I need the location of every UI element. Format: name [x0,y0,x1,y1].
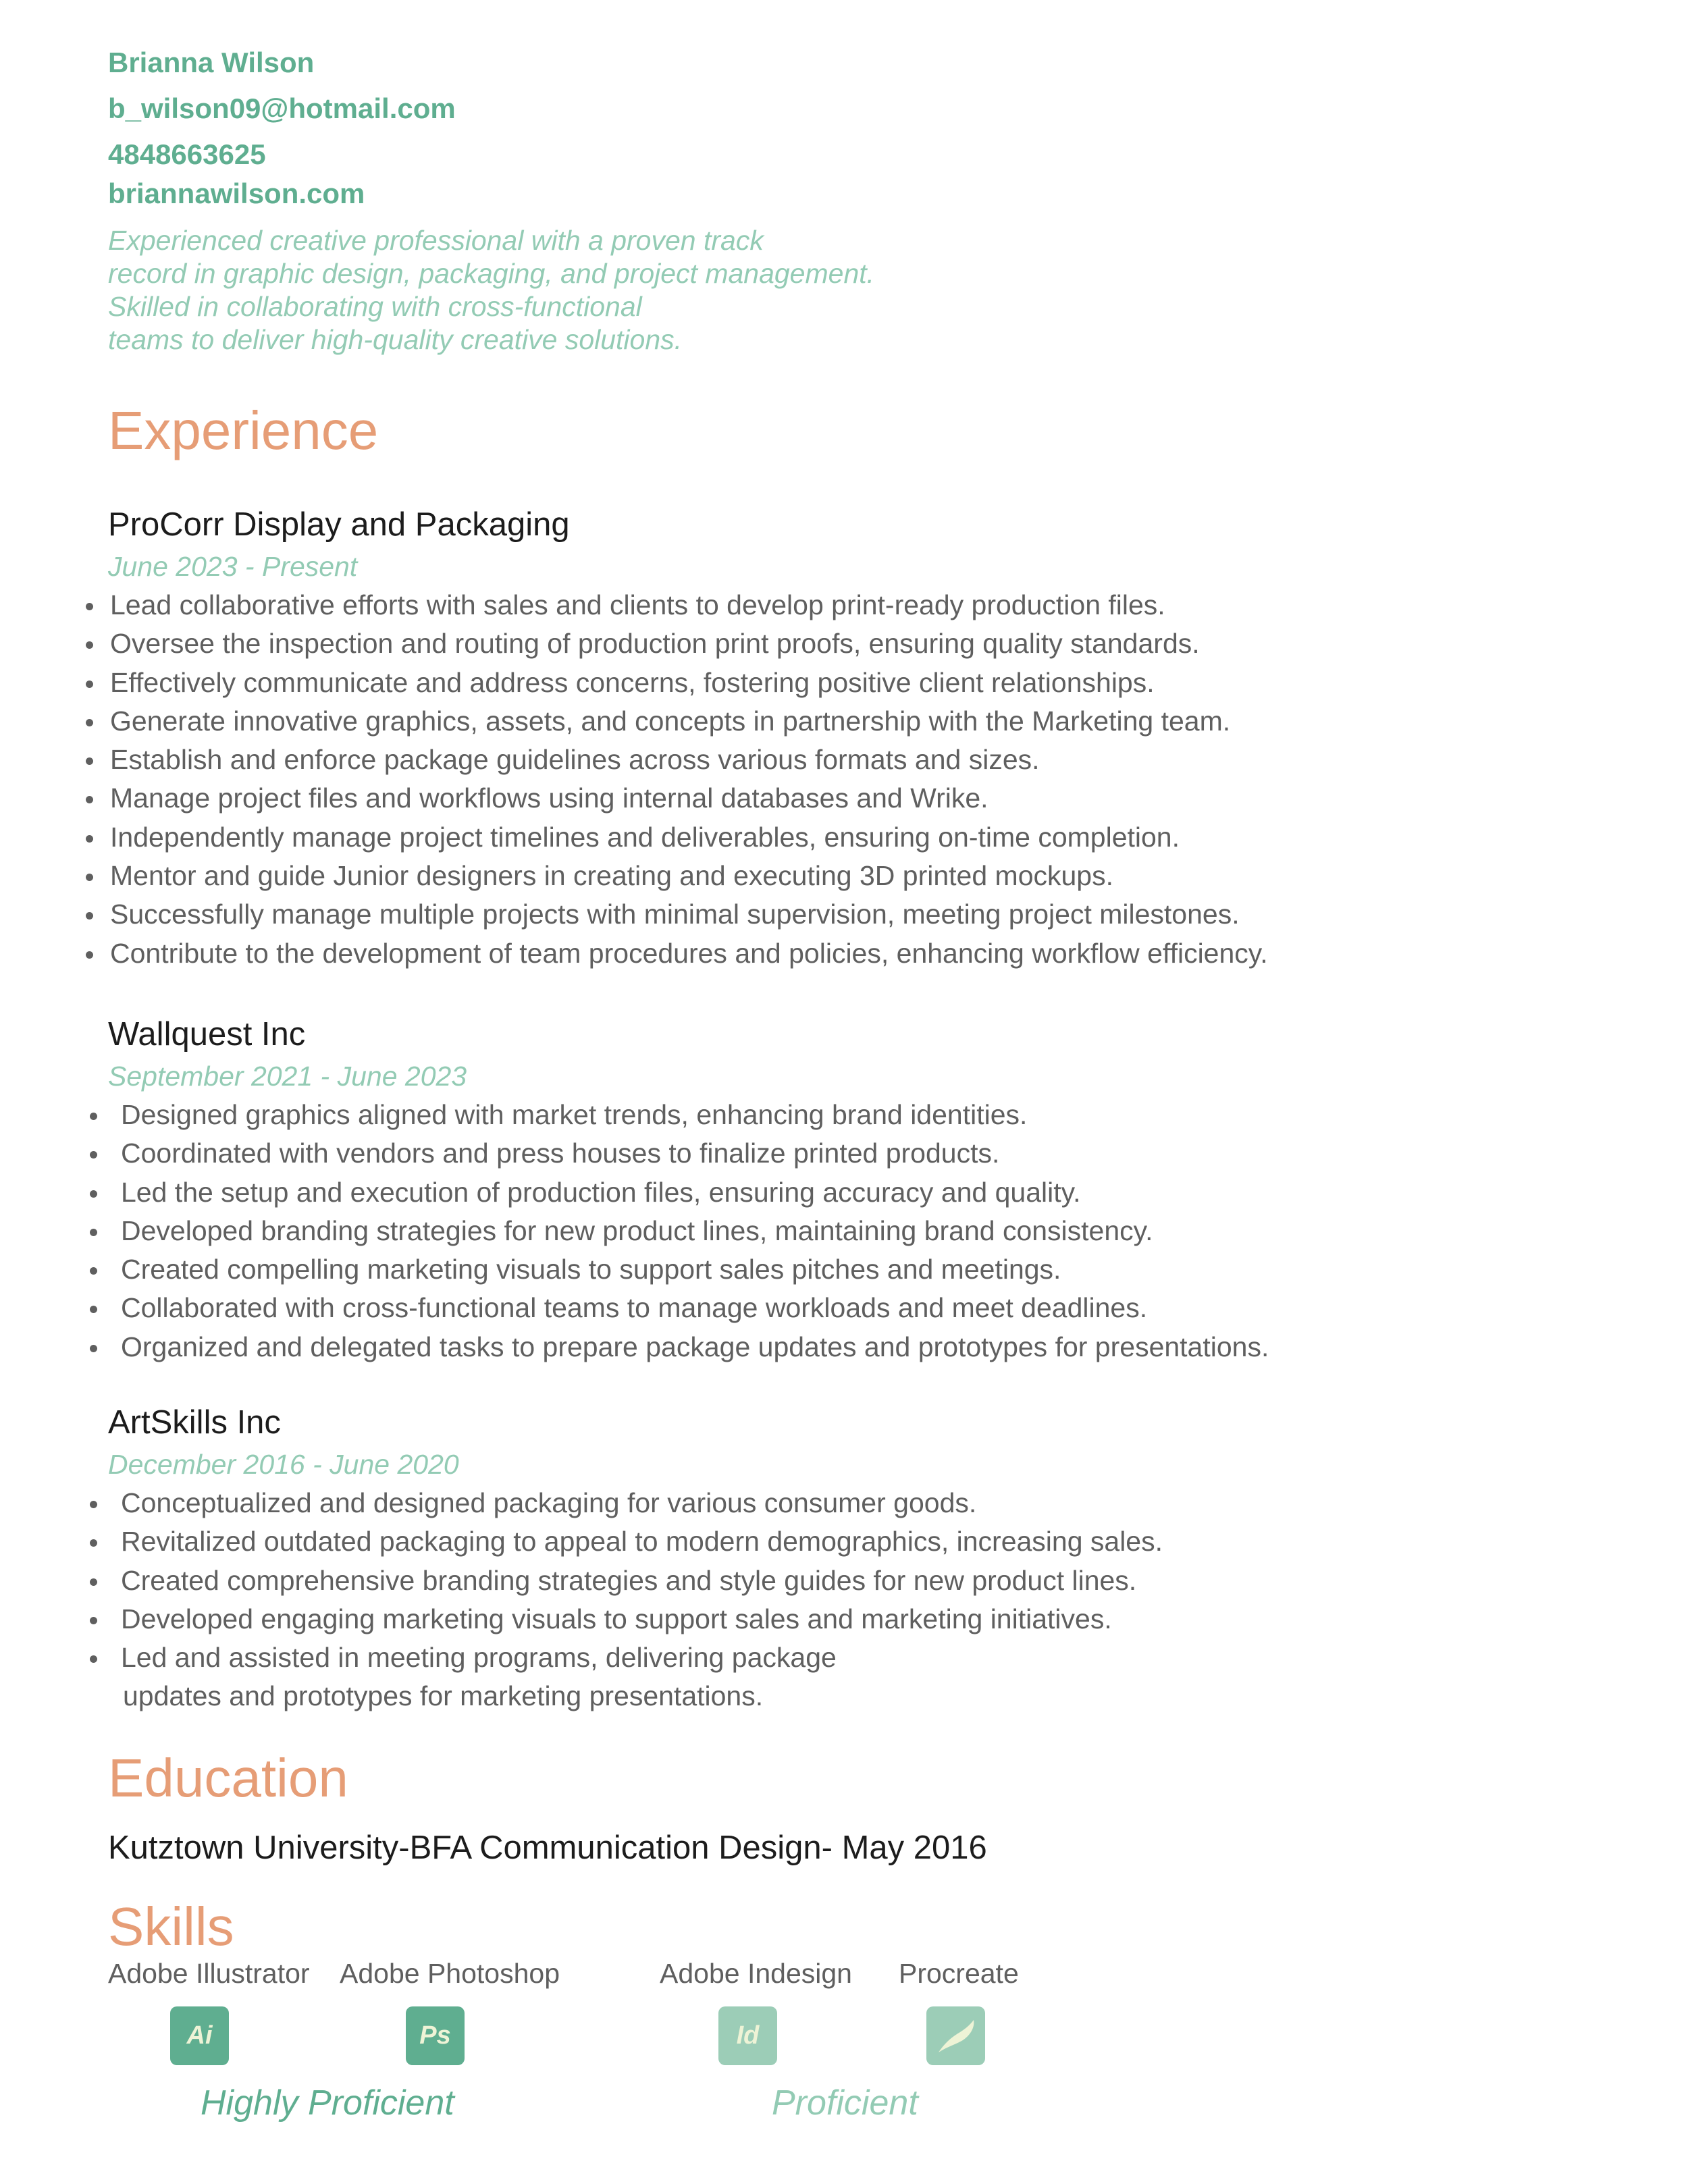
bullet-text: Oversee the inspection and routing of production print proofs, ensuring quality standards. [110,628,1200,660]
job-dates: June 2023 - Present [108,551,358,582]
bullet-dot [90,1151,97,1158]
list-item [121,1134,1269,1173]
bullet-text: Generate innovative graphics, assets, and concepts in partnership with the Marketing team. [110,705,1231,737]
summary-line: teams to deliver high-quality creative solutions. [108,324,683,355]
candidate-name: Brianna Wilson [108,47,315,78]
bullet-text: Establish and enforce package guidelines across various formats and sizes. [110,744,1040,776]
bullet-text: Effectively communicate and address concerns, fostering positive client relationships. [110,666,1155,698]
bullet-text: Independently manage project timelines and deliverables, ensuring on-time completion. [110,821,1180,853]
list-item [121,1522,1163,1561]
summary [108,224,874,356]
bullet-dot [86,835,93,843]
skills-heading: Skills [108,1896,234,1956]
job-company: Wallquest Inc [108,1016,306,1053]
education-entry: Kutztown University-BFA Communication Design- May 2016 [108,1830,987,1866]
phone-number: 4848663625 [108,138,266,170]
bullet-text: Designed graphics aligned with market trends, enhancing brand identities. [121,1099,1028,1130]
list-item [121,1173,1269,1212]
bullet-text: Manage project files and workflows using internal databases and Wrike. [110,782,988,814]
bullet-dot [90,1345,97,1352]
list-item [121,1484,1163,1522]
job-company: ArtSkills Inc [108,1404,281,1441]
bullet-dot [86,641,93,649]
summary-line: record in graphic design, packaging, and project management. [108,258,875,289]
job-bullet-list [110,586,1268,973]
bullet-dot [86,681,93,688]
bullet-text: Lead collaborative efforts with sales and clients to develop print-ready production files. [110,589,1165,620]
bullet-dot [86,603,93,610]
list-item [121,1096,1269,1134]
list-item [121,1562,1163,1600]
bullet-text: Led the setup and execution of production files, ensuring accuracy and quality. [121,1176,1081,1208]
bullet-text: Led and assisted in meeting programs, delivering package [121,1642,837,1674]
level-highly-proficient: Highly Proficient [201,2083,454,2123]
bullet-text: updates and prototypes for marketing presentations. [123,1680,764,1712]
bullet-text: Mentor and guide Junior designers in creating and executing 3D printed mockups. [110,860,1113,892]
education-heading: Education [108,1748,348,1808]
bullet-text: Organized and delegated tasks to prepare package updates and prototypes for presentations. [121,1331,1269,1362]
experience-heading: Experience [108,400,379,460]
list-item [121,1328,1269,1366]
photoshop-icon [406,2006,465,2065]
list-item [110,702,1268,741]
bullet-dot [86,912,93,920]
list-item [121,1250,1269,1289]
bullet-dot [90,1306,97,1313]
bullet-dot [86,757,93,765]
list-item [121,1212,1269,1250]
list-item [121,1639,1163,1677]
bullet-dot [90,1617,97,1624]
bullet-dot [86,796,93,803]
indesign-icon-text: Id [736,2021,760,2050]
bullet-dot [90,1190,97,1198]
bullet-dot [90,1655,97,1663]
bullet-dot [90,1229,97,1236]
list-item [110,818,1268,857]
summary-line: Skilled in collaborating with cross-functional [108,291,642,322]
skill-label-procreate: Procreate [899,1958,1019,1989]
bullet-dot [90,1539,97,1547]
skill-label-illustrator: Adobe Illustrator [108,1958,310,1989]
indesign-icon [718,2006,777,2065]
bullet-dot [90,1113,97,1120]
list-item [110,586,1268,624]
bullet-text: Created comprehensive branding strategies and style guides for new product lines. [121,1564,1137,1596]
list-item [110,741,1268,779]
bullet-text: Conceptualized and designed packaging for various consumer goods. [121,1487,977,1518]
skill-label-photoshop: Adobe Photoshop [340,1958,560,1989]
list-item [110,934,1268,973]
job-dates: December 2016 - June 2020 [108,1449,459,1480]
bullet-text: Successfully manage multiple projects with minimal supervision, meeting project milestones. [110,899,1240,930]
job-company: ProCorr Display and Packaging [108,506,570,543]
job-dates: September 2021 - June 2023 [108,1061,467,1092]
email-link[interactable]: b_wilson09@hotmail.com [108,92,456,124]
list-item [121,1600,1163,1639]
website-link[interactable]: briannawilson.com [108,178,365,209]
bullet-text: Contribute to the development of team procedures and policies, enhancing workflow efficiency. [110,937,1268,969]
skill-label-indesign: Adobe Indesign [660,1958,852,1989]
bullet-text: Developed branding strategies for new product lines, maintaining brand consistency. [121,1215,1153,1246]
bullet-text: Coordinated with vendors and press houses to finalize printed products. [121,1138,1000,1169]
procreate-icon [926,2006,985,2065]
bullet-dot [90,1501,97,1508]
bullet-text: Developed engaging marketing visuals to support sales and marketing initiatives. [121,1603,1112,1634]
list-item [110,895,1268,934]
job-bullet-list [121,1484,1163,1716]
list-item [121,1677,1163,1715]
photoshop-icon-text: Ps [419,2021,451,2050]
bullet-dot [90,1267,97,1275]
bullet-dot [86,719,93,726]
bullet-dot [90,1578,97,1586]
illustrator-icon-text: Ai [186,2021,213,2050]
procreate-brush-icon [934,2015,978,2058]
bullet-text: Collaborated with cross-functional teams to manage workloads and meet deadlines. [121,1292,1148,1324]
list-item [110,779,1268,818]
illustrator-icon [170,2006,229,2065]
list-item [110,664,1268,702]
bullet-dot [86,874,93,881]
job-bullet-list [121,1096,1269,1366]
list-item [121,1289,1269,1327]
level-proficient: Proficient [772,2083,918,2123]
list-item [110,624,1268,663]
bullet-text: Revitalized outdated packaging to appeal to modern demographics, increasing sales. [121,1526,1163,1557]
list-item [110,857,1268,895]
summary-line: Experienced creative professional with a proven track [108,225,764,256]
bullet-dot [86,951,93,959]
bullet-text: Created compelling marketing visuals to support sales pitches and meetings. [121,1254,1061,1285]
